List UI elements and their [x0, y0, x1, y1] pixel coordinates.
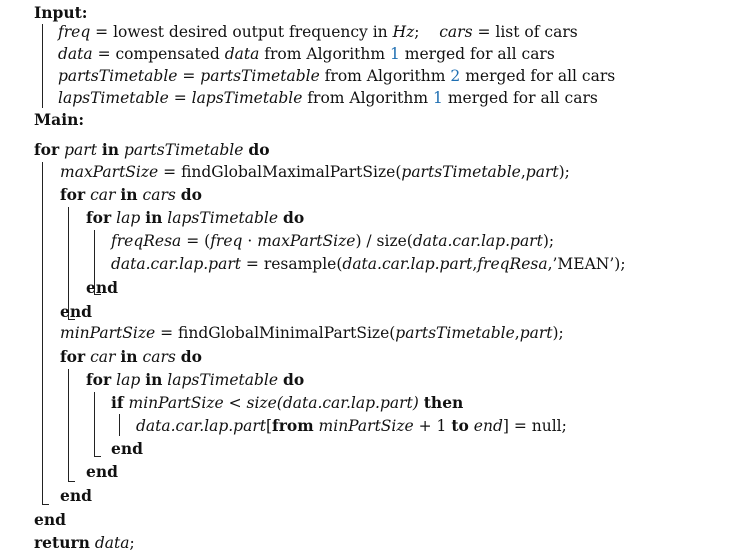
lap-for-line-2: for lap in lapsTimetable do [86, 370, 305, 389]
null-assign-line: data.car.lap.part[from minPartSize + 1 to end] = null; [136, 416, 567, 435]
min-part-size-line: minPartSize = findGlobalMinimalPartSize(partsTimetable,part); [60, 324, 564, 342]
end-car-2: end [60, 486, 92, 505]
input-data-line: data = compensated data from Algorithm 1 merged for all cars [58, 45, 555, 63]
input-laps-line: lapsTimetable = lapsTimetable from Algorithm 1 merged for all cars [58, 89, 598, 107]
algorithm-ref-link[interactable]: 1 [390, 45, 400, 63]
return-line: return data; [34, 533, 135, 552]
end-lap-1: end [86, 278, 118, 297]
outer-for-bracket [42, 162, 49, 505]
car-for-bracket-2 [68, 369, 75, 482]
algorithm-ref-link[interactable]: 2 [450, 67, 461, 85]
if-line: if minPartSize < size(data.car.lap.part) then [111, 393, 464, 412]
input-label: Input: [34, 3, 88, 22]
end-lap-2: end [86, 462, 118, 481]
lap-for-line-1: for lap in lapsTimetable do [86, 208, 305, 227]
lap-for-bracket-2 [94, 392, 101, 457]
end-car-1: end [60, 302, 92, 321]
input-parts-line: partsTimetable = partsTimetable from Algorithm 2 merged for all cars [58, 67, 616, 85]
input-freq-line: freq = lowest desired output frequency in Hz; cars = list of cars [58, 23, 578, 41]
resample-line: data.car.lap.part = resample(data.car.lap.part,freqResa,’MEAN’); [111, 255, 626, 273]
end-outer-for: end [34, 510, 66, 529]
algorithm-ref-link[interactable]: 1 [433, 89, 443, 107]
end-if: end [111, 439, 143, 458]
freq-resa-line: freqResa = (freq · maxPartSize) / size(data.car.lap.part); [111, 232, 555, 250]
outer-for-line: for part in partsTimetable do [34, 140, 270, 159]
if-bracket [119, 414, 126, 436]
max-part-size-line: maxPartSize = findGlobalMaximalPartSize(partsTimetable,part); [60, 163, 570, 181]
input-bracket [42, 24, 49, 108]
main-label: Main: [34, 110, 85, 129]
car-for-line-1: for car in cars do [60, 185, 202, 204]
car-for-line-2: for car in cars do [60, 347, 202, 366]
